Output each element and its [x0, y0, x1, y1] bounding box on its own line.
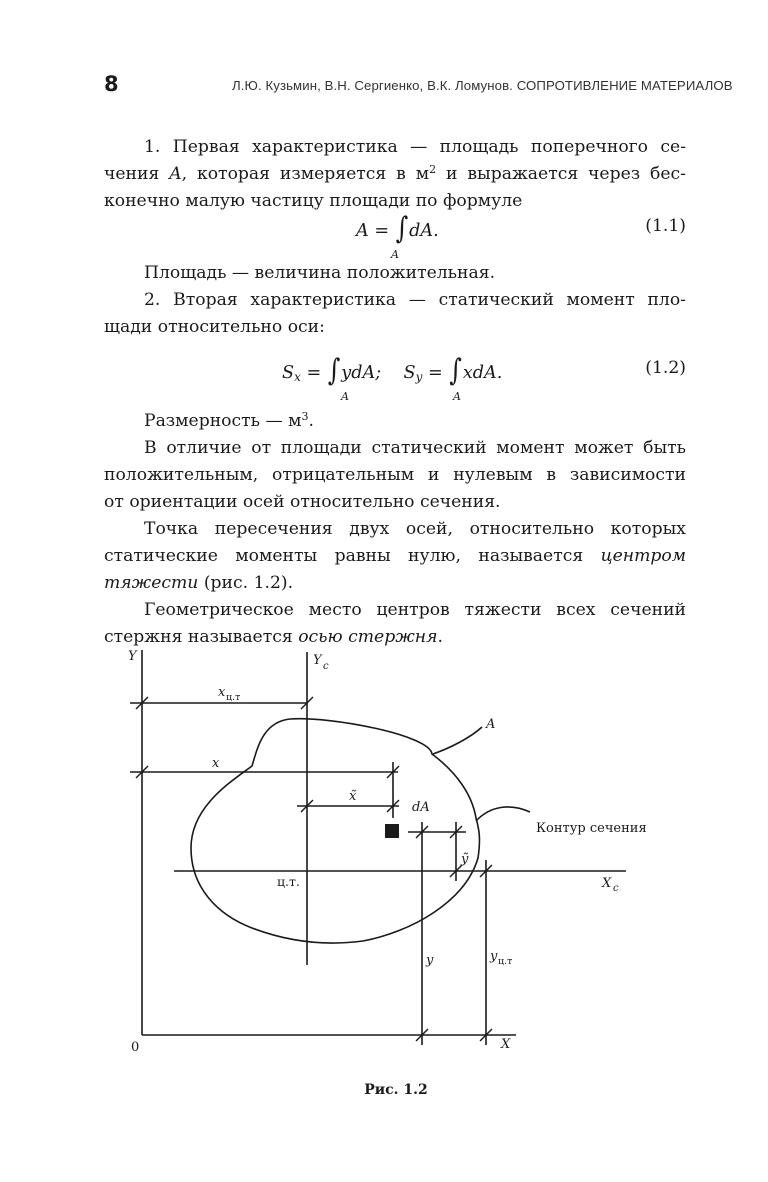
label-x-tilde: x̃	[349, 789, 357, 804]
term-centroid: центром	[600, 546, 686, 566]
eq-sy-sub: y	[415, 370, 423, 384]
term-bar-axis: осью стержня	[298, 627, 438, 647]
eq-equals: =	[306, 363, 322, 383]
label-axis-x: X	[501, 1037, 511, 1052]
paragraph-sign-line3: от ориентации осей относительно сечения.	[104, 492, 501, 512]
paragraph-area-positive: Площадь — величина положительная.	[144, 263, 496, 283]
superscript: 2	[429, 163, 437, 176]
eq-sx: S	[282, 363, 295, 383]
label-axis-y: Y	[128, 649, 137, 664]
text-fragment: , которая измеряется в м	[181, 164, 430, 184]
eq-sy: S	[403, 363, 416, 383]
label-dA: dA	[412, 800, 430, 815]
label-axis-xc: X	[602, 876, 612, 891]
text-fragment: и выражается через бес-	[436, 164, 686, 184]
paragraph-axis-line1: Геометрическое место центров тяжести всех сечений	[144, 600, 686, 620]
label-axis-xc-sub: c	[613, 883, 619, 894]
label-centroid: ц.т.	[277, 874, 300, 889]
text-fragment: стержня называется	[104, 627, 299, 647]
equation-number: (1.1)	[645, 216, 686, 236]
label-axis-yc: Y	[313, 653, 322, 668]
label-xct: x	[218, 685, 226, 700]
variable-a: A	[169, 164, 182, 184]
text-fragment: Размерность — м	[144, 411, 302, 431]
eq-integrand-2: xdA.	[462, 363, 503, 383]
text-fragment: чения	[104, 164, 170, 184]
label-a: A	[486, 717, 496, 732]
label-xct-sub: ц.т	[226, 692, 241, 703]
text-fragment: (рис. 1.2).	[198, 573, 294, 593]
eq-equals: =	[427, 363, 443, 383]
integral-limit: A	[391, 248, 399, 261]
text-fragment: .	[308, 411, 314, 431]
eq-sx-sub: x	[294, 370, 301, 384]
figure-caption: Рис. 1.2	[364, 1082, 428, 1098]
label-origin: 0	[131, 1040, 140, 1055]
eq-integrand: dA.	[409, 221, 439, 241]
paragraph-sign-line2: положительным, отрицательным и нулевым в зависимости	[104, 465, 686, 485]
integral-sign: ∫	[449, 352, 462, 388]
ticks	[136, 697, 492, 1041]
label-y: y	[426, 953, 434, 968]
integral-limit: A	[341, 390, 349, 403]
paragraph-sign-line1: В отличие от площади статический момент может быть	[144, 438, 686, 458]
page-number: 8	[104, 72, 119, 96]
elementary-area-dA	[385, 824, 399, 838]
integral-sign: ∫	[327, 352, 341, 388]
text-fragment: .	[437, 627, 443, 647]
leader-contour	[476, 807, 530, 821]
term-centroid-cont: тяжести	[104, 573, 199, 593]
paragraph-static-moment-line1: 2. Вторая характеристика — статический момент пло-	[144, 290, 686, 310]
paragraph-area-line1: 1. Первая характеристика — площадь поперечного се-	[144, 137, 686, 157]
running-header: Л.Ю. Кузьмин, В.Н. Сергиенко, В.К. Ломунов. СОПРОТИВЛЕНИЕ МАТЕРИАЛОВ	[232, 78, 733, 93]
equation-number: (1.2)	[645, 358, 686, 378]
eq-integrand-1: ydA;	[341, 363, 382, 383]
integral-sign: ∫	[395, 210, 409, 246]
integral-limit: A	[453, 390, 461, 403]
label-axis-yc-sub: c	[323, 661, 329, 672]
paragraph-static-moment-line2: щади относительно оси:	[104, 317, 325, 337]
text-fragment: статические моменты равны нулю, называется	[104, 546, 601, 566]
eq-lhs: A	[356, 221, 369, 241]
superscript: 3	[301, 410, 309, 423]
paragraph-centroid-line1: Точка пересечения двух осей, относительно которых	[144, 519, 686, 539]
label-y-tilde: ỹ	[461, 852, 469, 867]
paragraph-area-line3: конечно малую частицу площади по формуле	[104, 191, 523, 211]
leader-a	[433, 727, 482, 754]
label-yct-sub: ц.т	[498, 956, 513, 967]
label-x: x	[212, 756, 220, 771]
label-yct: y	[490, 949, 498, 964]
eq-equals: =	[374, 221, 390, 241]
label-contour: Контур сечения	[536, 821, 647, 836]
